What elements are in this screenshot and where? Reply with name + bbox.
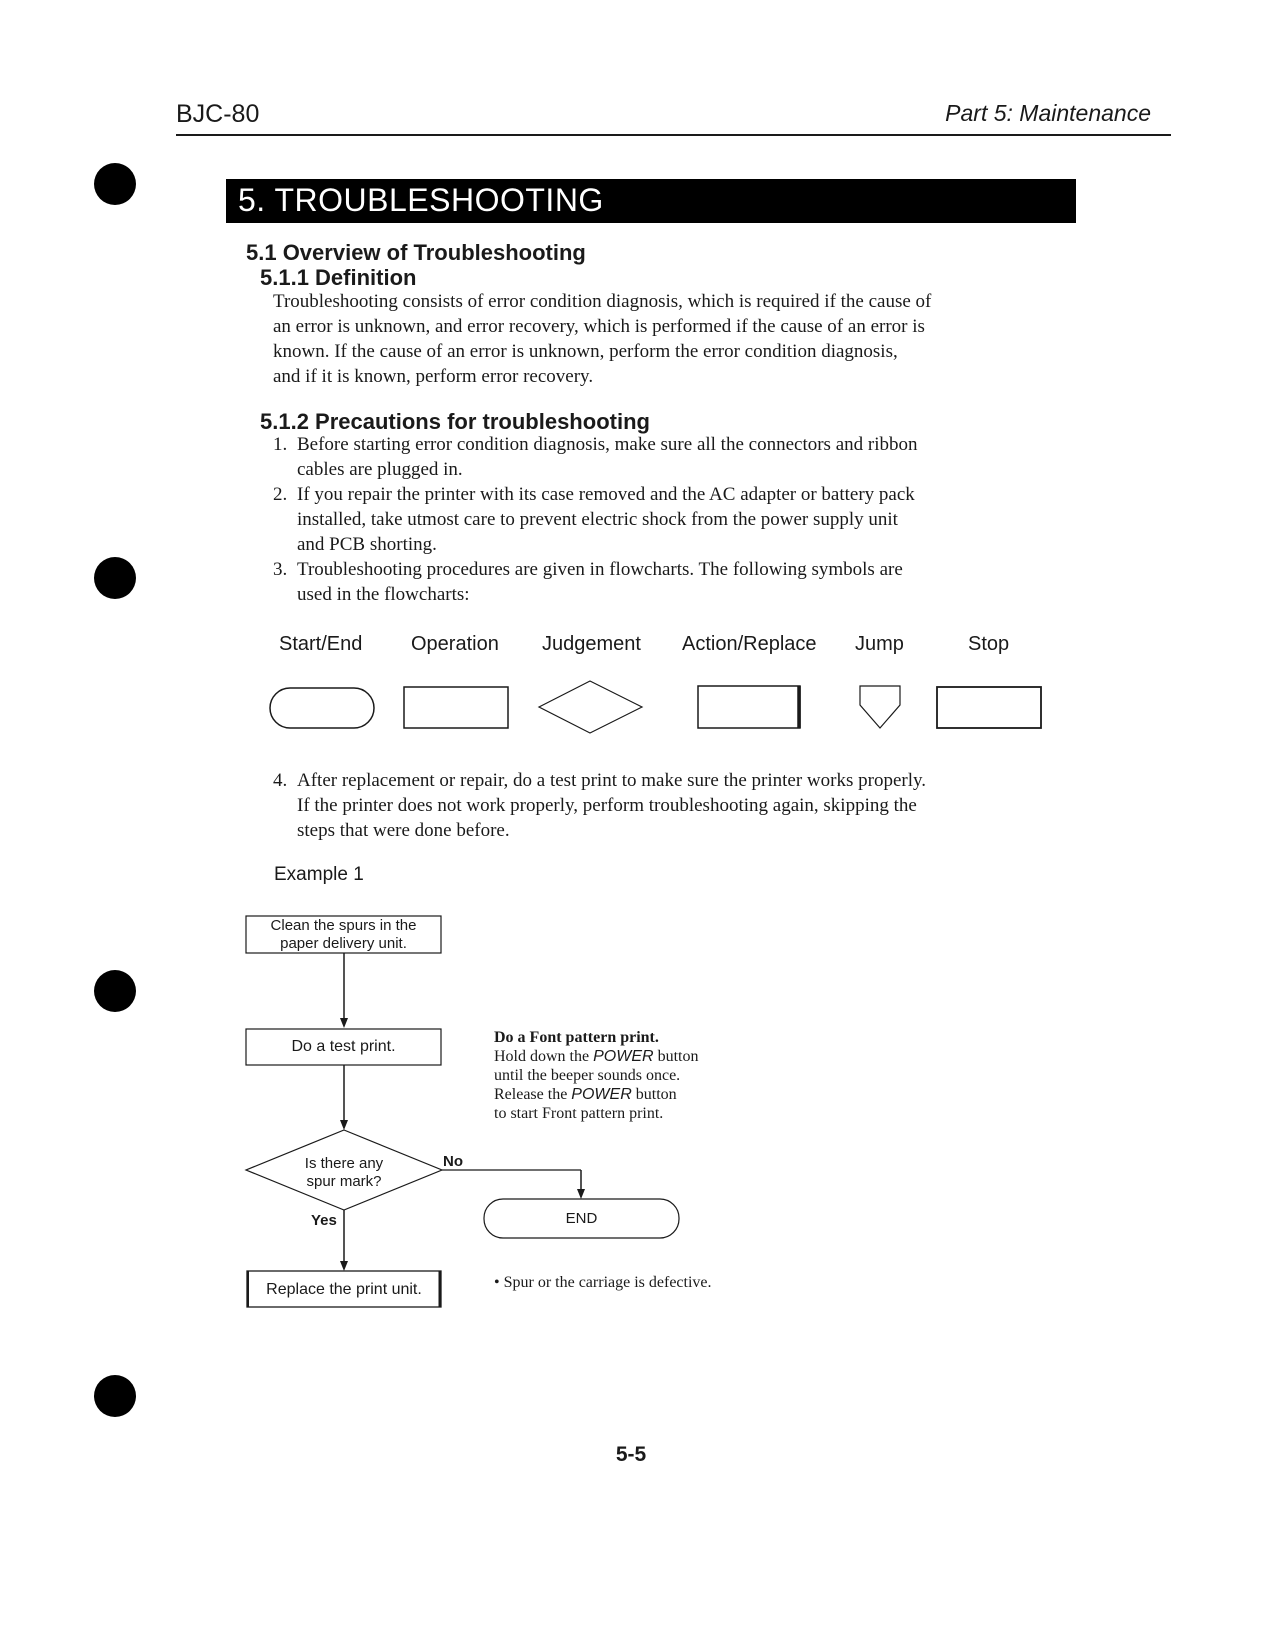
list-line: cables are plugged in. bbox=[297, 459, 463, 480]
header-model: BJC-80 bbox=[176, 100, 260, 128]
list-number: 1. bbox=[273, 434, 288, 455]
binder-hole-icon bbox=[94, 1375, 136, 1417]
note-line: to start Front pattern print. bbox=[494, 1105, 664, 1122]
list-number: 4. bbox=[273, 770, 288, 791]
flowchart-line: paper delivery unit. bbox=[280, 935, 407, 952]
example-label: Example 1 bbox=[274, 864, 364, 885]
note-line: Hold down the POWER button bbox=[494, 1048, 699, 1065]
list-line: If you repair the printer with its case removed and the AC adapter or battery pack bbox=[297, 484, 915, 505]
symbol-label-stop: Stop bbox=[968, 633, 1010, 655]
symbol-label-jump: Jump bbox=[855, 633, 904, 655]
page-number: 5-5 bbox=[615, 1443, 647, 1466]
clean-spurs-text bbox=[246, 917, 441, 953]
symbol-label-action-replace: Action/Replace bbox=[682, 633, 817, 655]
subsection-title: 5.1.2 Precautions for troubleshooting bbox=[260, 409, 650, 434]
no-label: No bbox=[443, 1153, 463, 1170]
list-line: steps that were done before. bbox=[297, 820, 510, 841]
list-line: used in the flowcharts: bbox=[297, 584, 470, 605]
paragraph-line: and if it is known, perform error recovery. bbox=[273, 366, 594, 387]
list-line: installed, take utmost care to prevent electric shock from the power supply unit bbox=[297, 509, 898, 530]
paragraph-line: an error is unknown, and error recovery, which is performed if the cause of an error is bbox=[273, 316, 925, 337]
list-line: and PCB shorting. bbox=[297, 534, 437, 555]
end-text: END bbox=[565, 1210, 598, 1227]
list-line: If the printer does not work properly, perform troubleshooting again, skipping the bbox=[297, 795, 917, 816]
symbol-label-start-end: Start/End bbox=[279, 633, 363, 655]
list-number: 2. bbox=[273, 484, 288, 505]
arrow-down-icon bbox=[340, 1261, 348, 1271]
test-print-text: Do a test print. bbox=[291, 1038, 396, 1055]
paragraph-line: Troubleshooting consists of error condition diagnosis, which is required if the cause of bbox=[273, 291, 932, 312]
font-pattern-note bbox=[494, 1028, 698, 1123]
section-title: 5.1 Overview of Troubleshooting bbox=[246, 240, 586, 265]
list-line: After replacement or repair, do a test print to make sure the printer works properly. bbox=[297, 770, 926, 791]
paragraph-line: known. If the cause of an error is unknown, perform the error condition diagnosis, bbox=[273, 341, 898, 362]
note-line: until the beeper sounds once. bbox=[494, 1067, 681, 1084]
flowchart-line: Clean the spurs in the bbox=[270, 917, 417, 934]
list-line: Troubleshooting procedures are given in flowcharts. The following symbols are bbox=[297, 559, 903, 580]
symbol-label-judgement: Judgement bbox=[542, 633, 641, 655]
replace-text: Replace the print unit. bbox=[266, 1281, 422, 1298]
arrow-down-icon bbox=[340, 1018, 348, 1028]
flowchart-line: spur mark? bbox=[306, 1173, 382, 1190]
decision-text bbox=[284, 1155, 404, 1191]
arrow-down-icon bbox=[340, 1120, 348, 1130]
note-line: Release the POWER button bbox=[494, 1086, 677, 1103]
symbol-label-operation: Operation bbox=[411, 633, 499, 655]
arrow-down-icon bbox=[577, 1189, 585, 1199]
header-part: Part 5: Maintenance bbox=[945, 100, 1151, 126]
defect-note: • Spur or the carriage is defective. bbox=[494, 1274, 712, 1291]
yes-label: Yes bbox=[311, 1212, 337, 1229]
flowchart-line: Is there any bbox=[304, 1155, 384, 1172]
note-title: Do a Font pattern print. bbox=[494, 1029, 659, 1046]
list-line: Before starting error condition diagnosis, make sure all the connectors and ribbon bbox=[297, 434, 918, 455]
list-number: 3. bbox=[273, 559, 288, 580]
subsection-title: 5.1.1 Definition bbox=[260, 265, 417, 290]
chapter-title: 5. TROUBLESHOOTING bbox=[238, 182, 604, 218]
